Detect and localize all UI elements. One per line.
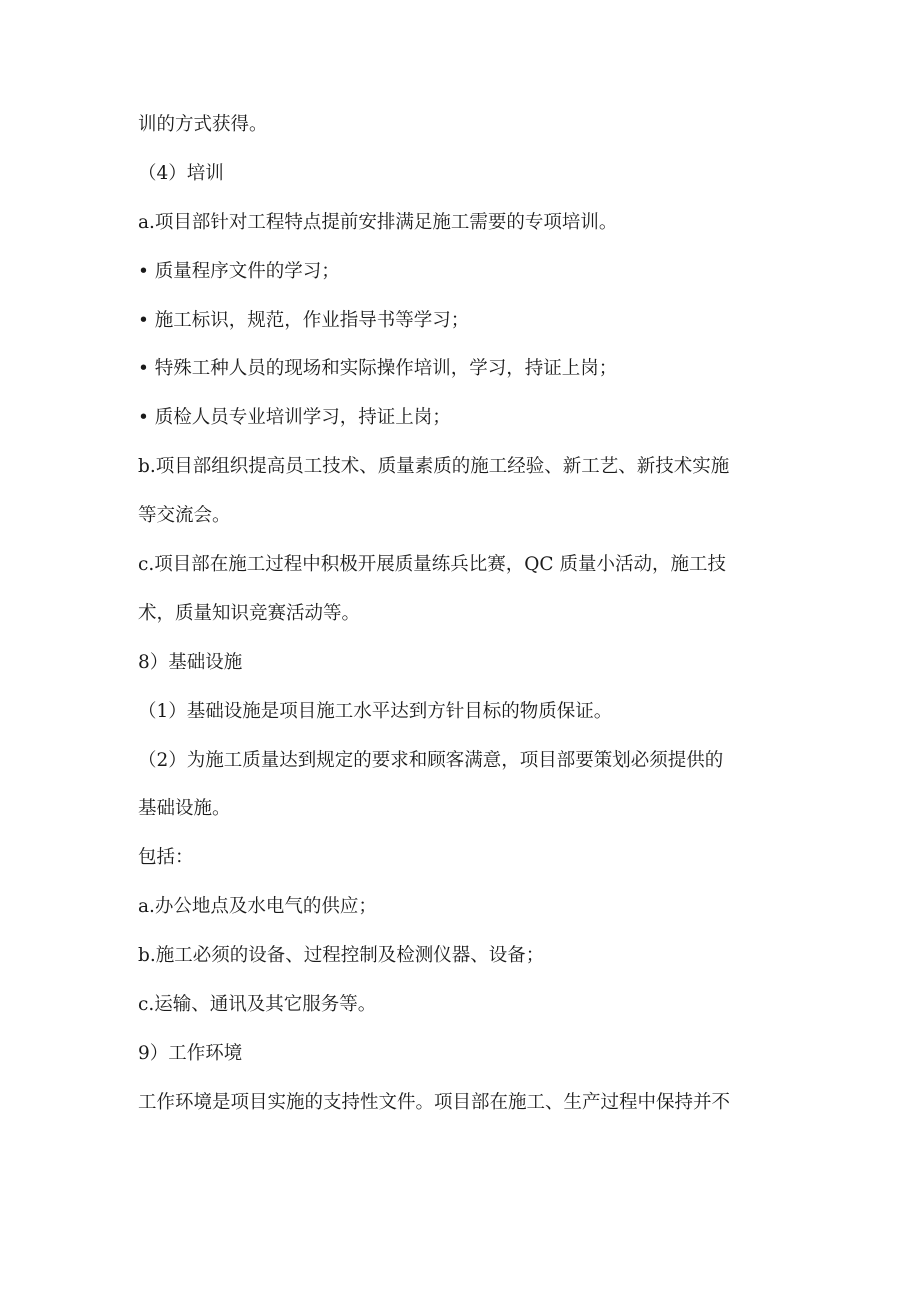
paragraph-line: c.项目部在施工过程中积极开展质量练兵比赛，QC 质量小活动，施工技 (138, 554, 726, 576)
document-body (138, 113, 798, 1140)
section-heading-infrastructure: 8）基础设施 (138, 651, 243, 673)
subsection-heading-training: （4）培训 (138, 162, 224, 184)
list-item: a.办公地点及水电气的供应； (138, 896, 377, 918)
bullet-item: • 质量程序文件的学习； (138, 260, 340, 282)
list-item: c.运输、通讯及其它服务等。 (138, 994, 377, 1016)
paragraph-line: 工作环境是项目实施的支持性文件。项目部在施工、生产过程中保持并不 (138, 1091, 731, 1113)
paragraph-line: 包括： (138, 847, 194, 869)
paragraph-line: 基础设施。 (138, 798, 231, 820)
paragraph-line: 等交流会。 (138, 505, 231, 527)
section-heading-work-environment: 9）工作环境 (138, 1042, 243, 1064)
bullet-item: • 特殊工种人员的现场和实际操作培训，学习，持证上岗； (138, 358, 618, 380)
paragraph-line: b.项目部组织提高员工技术、质量素质的施工经验、新工艺、新技术实施 (138, 456, 730, 478)
bullet-item: • 施工标识，规范，作业指导书等学习； (138, 309, 470, 331)
paragraph-line: 术，质量知识竞赛活动等。 (138, 602, 361, 624)
bullet-item: • 质检人员专业培训学习，持证上岗； (138, 407, 451, 429)
list-item: b.施工必须的设备、过程控制及检测仪器、设备； (138, 945, 545, 967)
paragraph-line: a.项目部针对工程特点提前安排满足施工需要的专项培训。 (138, 211, 618, 233)
paragraph-line: 训的方式获得。 (138, 114, 268, 135)
paragraph-line: （2）为施工质量达到规定的要求和顾客满意，项目部要策划必须提供的 (138, 749, 724, 771)
paragraph-line: （1）基础设施是项目施工水平达到方针目标的物质保证。 (138, 700, 613, 722)
